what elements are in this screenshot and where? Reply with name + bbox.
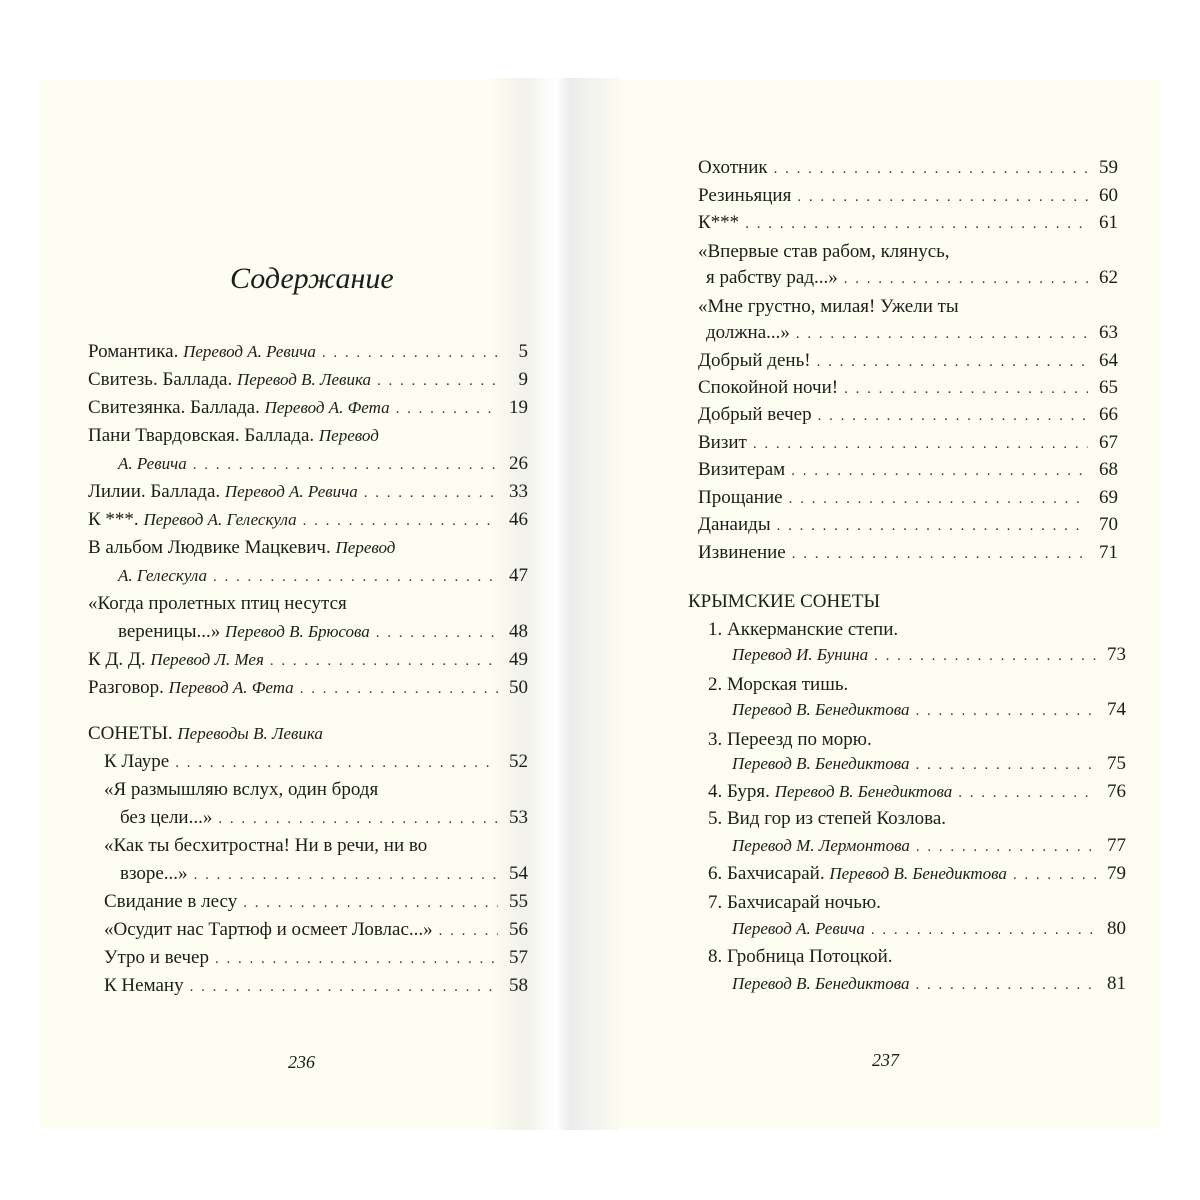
page-number: 67 [1099,432,1118,453]
section-heading: СОНЕТЫ. Переводы В. Левика [88,723,323,744]
page-number: 62 [1099,267,1118,288]
toc-entry: К Неману . . . 58 [104,974,528,999]
toc-entry: К ***. Перевод А. Гелескула . . . 46 [88,508,528,533]
toc-entry-line: «Когда пролетных птиц несутся [88,593,347,614]
page-number: 77 [1107,835,1126,856]
page-number: 66 [1099,404,1118,425]
toc-entry: Добрый вечер . . . 66 [698,403,1118,428]
toc-entry-line: «Впервые став рабом, клянусь, [698,241,950,262]
toc-entry-line: Пани Твардовская. Баллада. Перевод [88,425,379,446]
toc-entry: вереницы...» Перевод В. Брюсова . . . 48 [118,620,528,645]
page-number: 33 [509,481,528,502]
toc-entry: без цели...» . . . 53 [120,806,528,831]
toc-entry-line: 8. Гробница Потоцкой. [708,946,893,967]
page-number: 69 [1099,487,1118,508]
page-number: 50 [509,677,528,698]
toc-entry: Свитезянка. Баллада. Перевод А. Фета . . . 19 [88,396,528,421]
toc-entry: Охотник . . . 59 [698,156,1118,181]
page-number: 75 [1107,753,1126,774]
toc-title: Содержание [230,262,394,295]
toc-entry: Перевод В. Бенедиктова . . . 74 [732,698,1126,723]
page-number: 58 [509,975,528,996]
page-number-folio: 236 [288,1052,315,1072]
page-number: 68 [1099,459,1118,480]
page-number: 46 [509,509,528,530]
toc-entry-line: 3. Переезд по морю. [708,729,872,750]
page-number: 59 [1099,157,1118,178]
toc-entry: Визитерам . . . 68 [698,458,1118,483]
page-number: 19 [509,397,528,418]
page-number: 47 [509,565,528,586]
toc-entry: «Осудит нас Тартюф и осмеет Ловлас...» . . . 56 [104,918,528,943]
page-number: 70 [1099,514,1118,535]
book-gutter [490,78,620,1130]
page-number: 49 [509,649,528,670]
toc-entry: Романтика. Перевод А. Ревича . . . 5 [88,340,528,365]
toc-entry: А. Ревича . . . 26 [118,452,528,477]
toc-entry: Перевод М. Лермонтова . . . 77 [732,834,1126,859]
toc-entry: К Д. Д. Перевод Л. Мея . . . 49 [88,648,528,673]
page-number: 64 [1099,350,1118,371]
toc-entry: Перевод В. Бенедиктова . . . 75 [732,752,1126,777]
page-number: 65 [1099,377,1118,398]
toc-entry: Перевод В. Бенедиктова . . . 81 [732,972,1126,997]
page-number: 61 [1099,212,1118,233]
page-number: 79 [1107,863,1126,884]
toc-entry: должна...» . . . 63 [706,321,1118,346]
toc-entry-line: 2. Морская тишь. [708,674,849,695]
page-number: 53 [509,807,528,828]
page-number: 73 [1107,644,1126,665]
page-number-folio: 237 [872,1050,899,1070]
page-number: 9 [518,369,528,390]
page-number: 60 [1099,185,1118,206]
toc-entry-line: В альбом Людвике Мацкевич. Перевод [88,537,396,558]
page-number: 54 [509,863,528,884]
toc-entry: я рабству рад...» . . . 62 [706,266,1118,291]
page-number: 56 [509,919,528,940]
section-heading: КРЫМСКИЕ СОНЕТЫ [688,591,881,612]
toc-entry: Перевод А. Ревича . . . 80 [732,917,1126,942]
page-number: 81 [1107,973,1126,994]
page-number: 63 [1099,322,1118,343]
toc-entry: Извинение . . . 71 [698,541,1118,566]
toc-entry: К*** . . . 61 [698,211,1118,236]
toc-entry: К Лауре . . . 52 [104,750,528,775]
toc-entry: 4. Буря. Перевод В. Бенедиктова . . . 76 [708,780,1126,805]
toc-entry: Спокойной ночи! . . . 65 [698,376,1118,401]
toc-entry: Перевод И. Бунина . . . 73 [732,643,1126,668]
toc-entry-line: «Мне грустно, милая! Ужели ты [698,296,959,317]
toc-entry: Прощание . . . 69 [698,486,1118,511]
toc-entry: Свитезь. Баллада. Перевод В. Левика . . . 9 [88,368,528,393]
page-number: 5 [518,341,528,362]
page-number: 80 [1107,918,1126,939]
toc-entry: Резиньяция . . . 60 [698,184,1118,209]
toc-entry: Утро и вечер . . . 57 [104,946,528,971]
toc-entry-line: 7. Бахчисарай ночью. [708,892,881,913]
toc-entry: А. Гелескула . . . 47 [118,564,528,589]
toc-entry: взоре...» . . . 54 [120,862,528,887]
toc-entry: Лилии. Баллада. Перевод А. Ревича . . . 33 [88,480,528,505]
toc-entry: Свидание в лесу . . . 55 [104,890,528,915]
toc-entry: Визит . . . 67 [698,431,1118,456]
toc-entry-line: «Я размышляю вслух, один бродя [104,779,379,800]
page-number: 71 [1099,542,1118,563]
toc-entry: Разговор. Перевод А. Фета . . . 50 [88,676,528,701]
toc-entry-line: 5. Вид гор из степей Козлова. [708,808,947,829]
page-number: 48 [509,621,528,642]
toc-entry-line: 1. Аккерманские степи. [708,619,899,640]
toc-entry-line: «Как ты бесхитростна! Ни в речи, ни во [104,835,428,856]
page-number: 52 [509,751,528,772]
page-number: 57 [509,947,528,968]
page-number: 55 [509,891,528,912]
page-number: 26 [509,453,528,474]
page-number: 74 [1107,699,1126,720]
page-number: 76 [1107,781,1126,802]
toc-entry: Данаиды . . . 70 [698,513,1118,538]
toc-entry: 6. Бахчисарай. Перевод В. Бенедиктова . . . 79 [708,862,1126,887]
toc-entry: Добрый день! . . . 64 [698,349,1118,374]
